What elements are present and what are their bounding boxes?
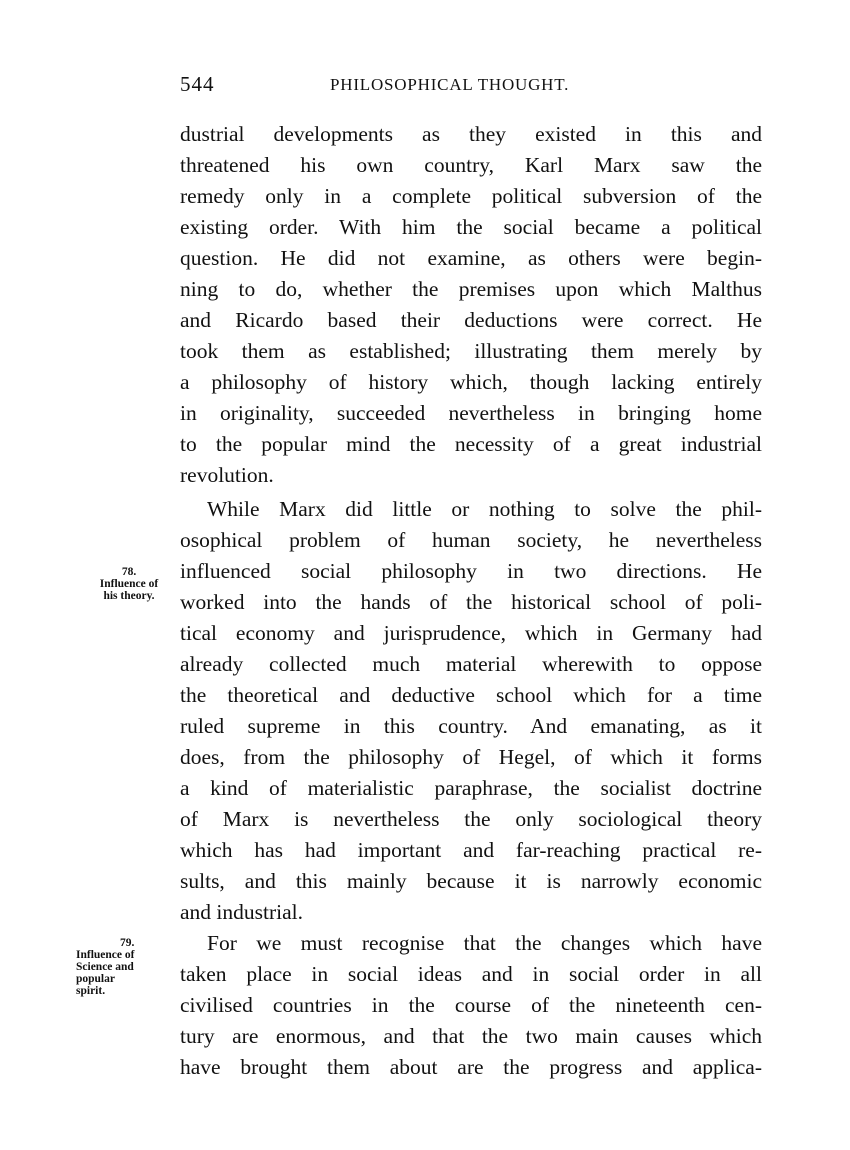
text-line: dustrial developments as they existed in this and [180, 122, 762, 146]
text-line: civilised countries in the course of the nineteenth cen- [180, 993, 762, 1017]
margin-note [88, 566, 170, 602]
text-line: already collected much material wherewith to oppose [180, 652, 762, 676]
margin-note-line: Influence of [99, 578, 159, 590]
text-line: does, from the philosophy of Hegel, of which it forms [180, 745, 762, 769]
text-line: osophical problem of human society, he nevertheless [180, 528, 762, 552]
page-number: 544 [180, 72, 215, 96]
text-line: worked into the hands of the historical school of poli- [180, 590, 762, 614]
text-line: a philosophy of history which, though lacking entirely [180, 370, 762, 394]
text-line: and Ricardo based their deductions were correct. He [180, 308, 762, 332]
margin-note-line: Influence of [76, 949, 135, 961]
text-line: influenced social philosophy in two directions. He [180, 559, 762, 583]
text-line: sults, and this mainly because it is narrowly economic [180, 869, 762, 893]
text-line: of Marx is nevertheless the only sociological theory [180, 807, 762, 831]
text-line: ning to do, whether the premises upon which Malthus [180, 277, 762, 301]
text-line: remedy only in a complete political subversion of the [180, 184, 762, 208]
margin-note-number: 78. [121, 566, 137, 578]
text-line: took them as established; illustrating them merely by [180, 339, 762, 363]
running-title: PHILOSOPHICAL THOUGHT. [330, 75, 570, 94]
margin-note-line: Science and [76, 961, 134, 973]
margin-note-number: 79. [120, 937, 135, 949]
text-line: While Marx did little or nothing to solve the phil- [207, 497, 762, 521]
text-line: revolution. [180, 463, 274, 487]
text-line: For we must recognise that the changes which have [207, 931, 762, 955]
margin-note-line: his theory. [103, 590, 155, 602]
text-line: tical economy and jurisprudence, which in Germany had [180, 621, 762, 645]
margin-note [76, 937, 170, 997]
text-line: question. He did not examine, as others were begin- [180, 246, 762, 270]
text-line: to the popular mind the necessity of a great industrial [180, 432, 762, 456]
text-line: have brought them about are the progress and applica- [180, 1055, 762, 1079]
text-line: a kind of materialistic paraphrase, the socialist doctrine [180, 776, 762, 800]
margin-note-line: spirit. [76, 985, 106, 997]
text-line: ruled supreme in this country. And emanating, as it [180, 714, 762, 738]
margin-note-line: popular [76, 973, 115, 985]
text-line: taken place in social ideas and in social order in all [180, 962, 762, 986]
text-line: which has had important and far-reaching practical re- [180, 838, 762, 862]
text-line: the theoretical and deductive school which for a time [180, 683, 762, 707]
text-line: existing order. With him the social became a political [180, 215, 762, 239]
text-line: in originality, succeeded nevertheless in bringing home [180, 401, 762, 425]
text-line: threatened his own country, Karl Marx saw the [180, 153, 762, 177]
text-line: tury are enormous, and that the two main causes which [180, 1024, 762, 1048]
text-line: and industrial. [180, 900, 304, 924]
